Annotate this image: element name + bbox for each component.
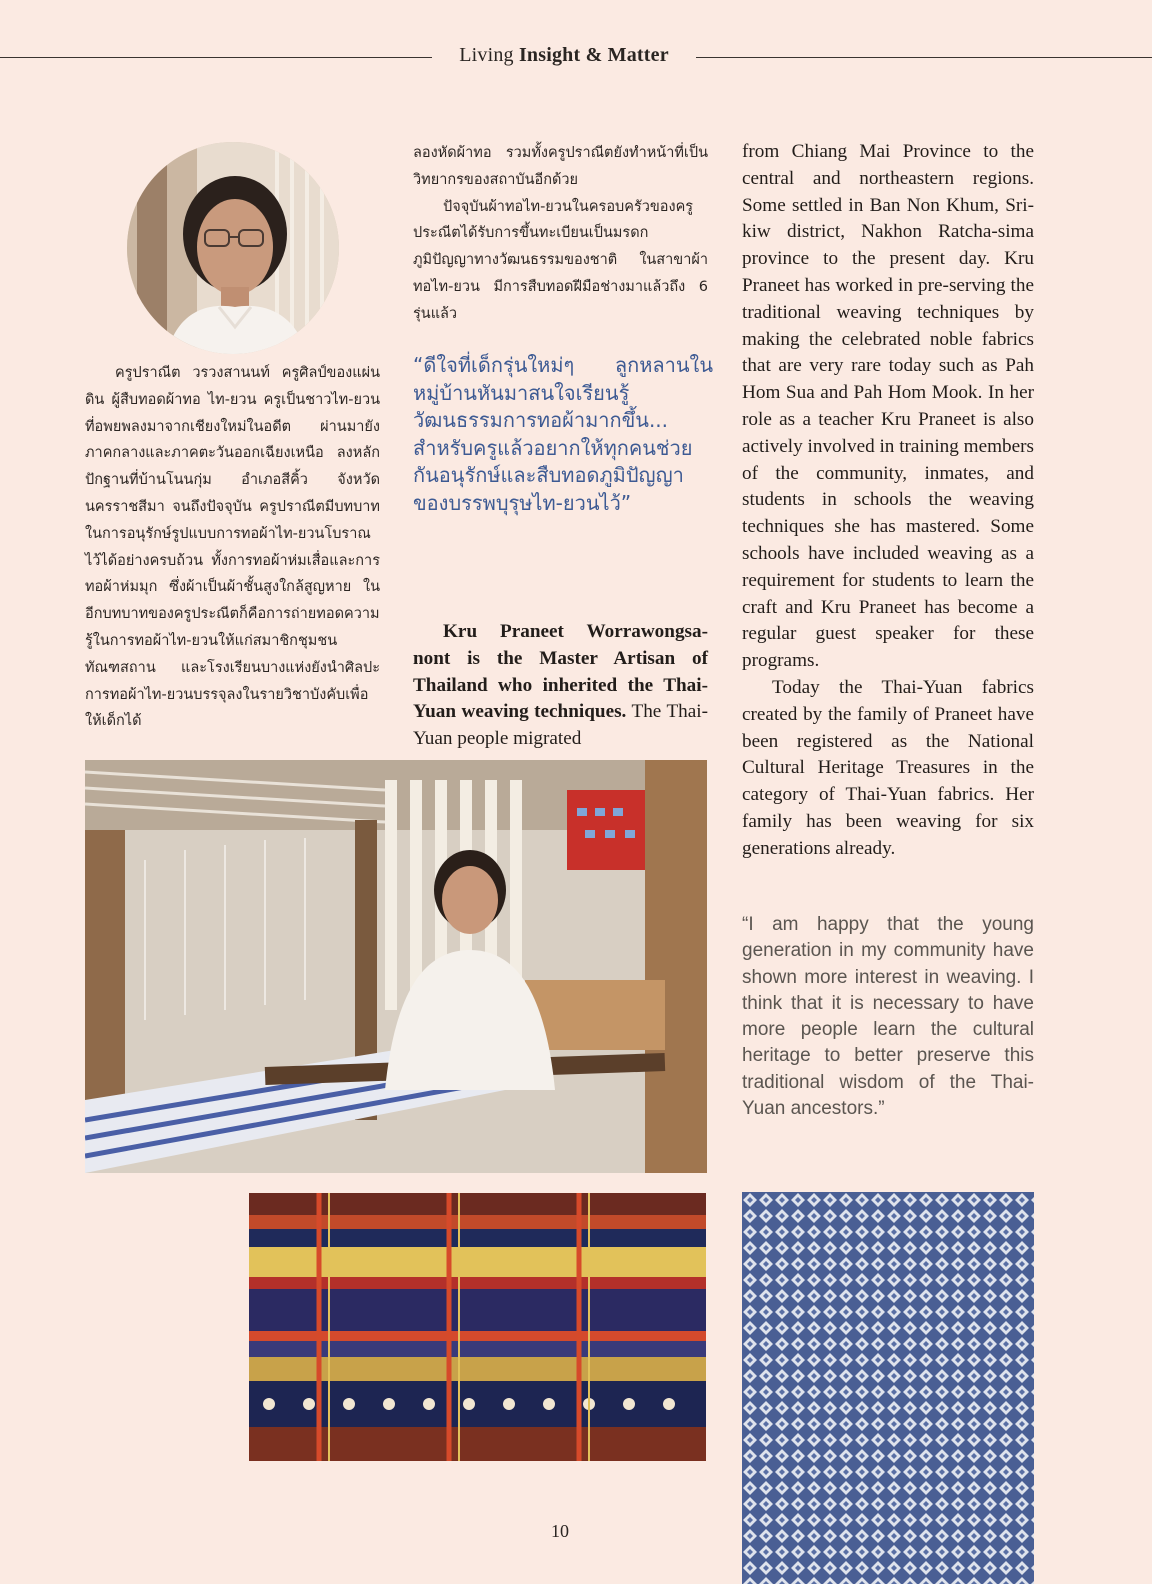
thai-continuation: ลองหัดผ้าทอ รวมทั้งครูปราณีตยังทำหน้าที่เป็นวิทยากรของสถาบันอีกด้วย xyxy=(413,145,708,188)
page-number: 10 xyxy=(551,1521,569,1541)
english-pull-quote: “I am happy that the young generation in my community have shown more interest in weaving. I think that it is necessary to have more people learn the cultural heritage to better preserve this traditional wisdom of the Thai-Yuan ancestors.” xyxy=(742,914,1034,1120)
running-header xyxy=(432,44,696,67)
patterned-fabric-photo xyxy=(249,1193,706,1461)
english-lead-bold: Kru Praneet Worrawongsa-nont is the Master Artisan of Thailand who inherited the Thai-Yuan weaving techniques. xyxy=(413,621,708,723)
loom-illustration xyxy=(85,760,707,1173)
ikat-fabric-photo xyxy=(742,1192,1034,1584)
thai-pull-quote: “ดีใจที่เด็กรุ่นใหม่ๆ ลูกหลานในหมู่บ้านหันมาสนใจเรียนรู้วัฒนธรรมการทอผ้ามากขึ้น... สำหรับครูแล้วอยากให้ทุกคนช่วยกันอนุรักษ์และสืบทอดภูมิปัญญาของบรรพบุรุษไท-ยวนไว้” xyxy=(413,353,713,515)
middle-column-top xyxy=(413,140,708,328)
english-paragraph-1: from Chiang Mai Province to the central and northeastern regions. Some settled in Ban Non Khum, Sri-kiw district, Nakhon Ratcha-sima province to the present day. Kru Praneet has worked in pre-serving the traditional weaving techniques by making the celebrated noble fabrics that are very rare today such as Pah Hom Sua and Pah Hom Mook. In her role as a teacher Kru Praneet is also actively involved in training members of the community, inmates, and students in schools the weaving techniques she has mastered. Some schools have included weaving as a requirement for students to learn the craft and Kru Praneet has become a regular guest speaker for these programs. xyxy=(742,141,1035,672)
middle-column-bottom xyxy=(413,619,708,753)
thai-paragraph-middle: ปัจจุบันผ้าทอไท-ยวนในครอบครัวของครูประณีตได้รับการขึ้นทะเบียนเป็นมรดกภูมิปัญญาทางวัฒนธรรมของชาติ ในสาขาผ้าทอไท-ยวน มีการสืบทอดฝีมือช่างมาแล้วถึง 6 รุ่นแล้ว xyxy=(413,198,708,322)
english-lead-paragraph xyxy=(413,619,708,753)
left-column xyxy=(85,360,380,735)
header-title-regular: Living xyxy=(459,44,514,66)
right-column xyxy=(742,139,1034,863)
header-rule-left xyxy=(0,57,432,58)
thai-paragraph-left: ครูปราณีต วรวงสานนท์ ครูศิลป์ของแผ่นดิน ผู้สืบทอดผ้าทอ ไท-ยวน ครูเป็นชาวไท-ยวน ที่อพยพลงมาจากเชียงใหม่ในอดีต ผ่านมายังภาคกลางและภาคตะวันออกเฉียงเหนือ ลงหลักปักฐานที่บ้านโนนกุ่ม อำเภอสีคิ้ว จังหวัดนครราชสีมา จนถึงปัจจุบัน ครูปราณีตมีบทบาทในการอนุรักษ์รูปแบบการทอผ้าไท-ยวนโบราณไว้ได้อย่างครบถ้วน ทั้งการทอผ้าห่มเสื่อและการทอผ้าห่มมุก ซึ่งผ้าเป็นผ้าชั้นสูงใกล้สูญหาย ในอีกบทบาทของครูประณีตก็คือการถ่ายทอดความรู้ในการทอผ้าไท-ยวนให้แก่สมาชิกชุมชน ทัณฑสถาน และโรงเรียนบางแห่งยังนำศิลปะการทอผ้าไท-ยวนบรรจุลงในรายวิชาบังคับเพื่อให้เด็กได้ xyxy=(85,365,380,730)
fabric-illustration xyxy=(249,1193,706,1461)
portrait-illustration xyxy=(127,142,339,354)
english-paragraph-2: Today the Thai-Yuan fabrics created by the family of Praneet have been registered as the National Cultural Heritage Treasures in the category of Thai-Yuan fabrics. Her family has been weaving for six generations already. xyxy=(742,676,1034,859)
loom-photo xyxy=(85,760,707,1173)
ikat-illustration xyxy=(742,1192,1034,1584)
portrait-photo xyxy=(127,142,339,354)
english-lead-rest: The Thai-Yuan people migrated xyxy=(413,701,708,750)
header-rule-right xyxy=(696,57,1152,58)
header-title-bold: Insight & Matter xyxy=(518,44,669,66)
